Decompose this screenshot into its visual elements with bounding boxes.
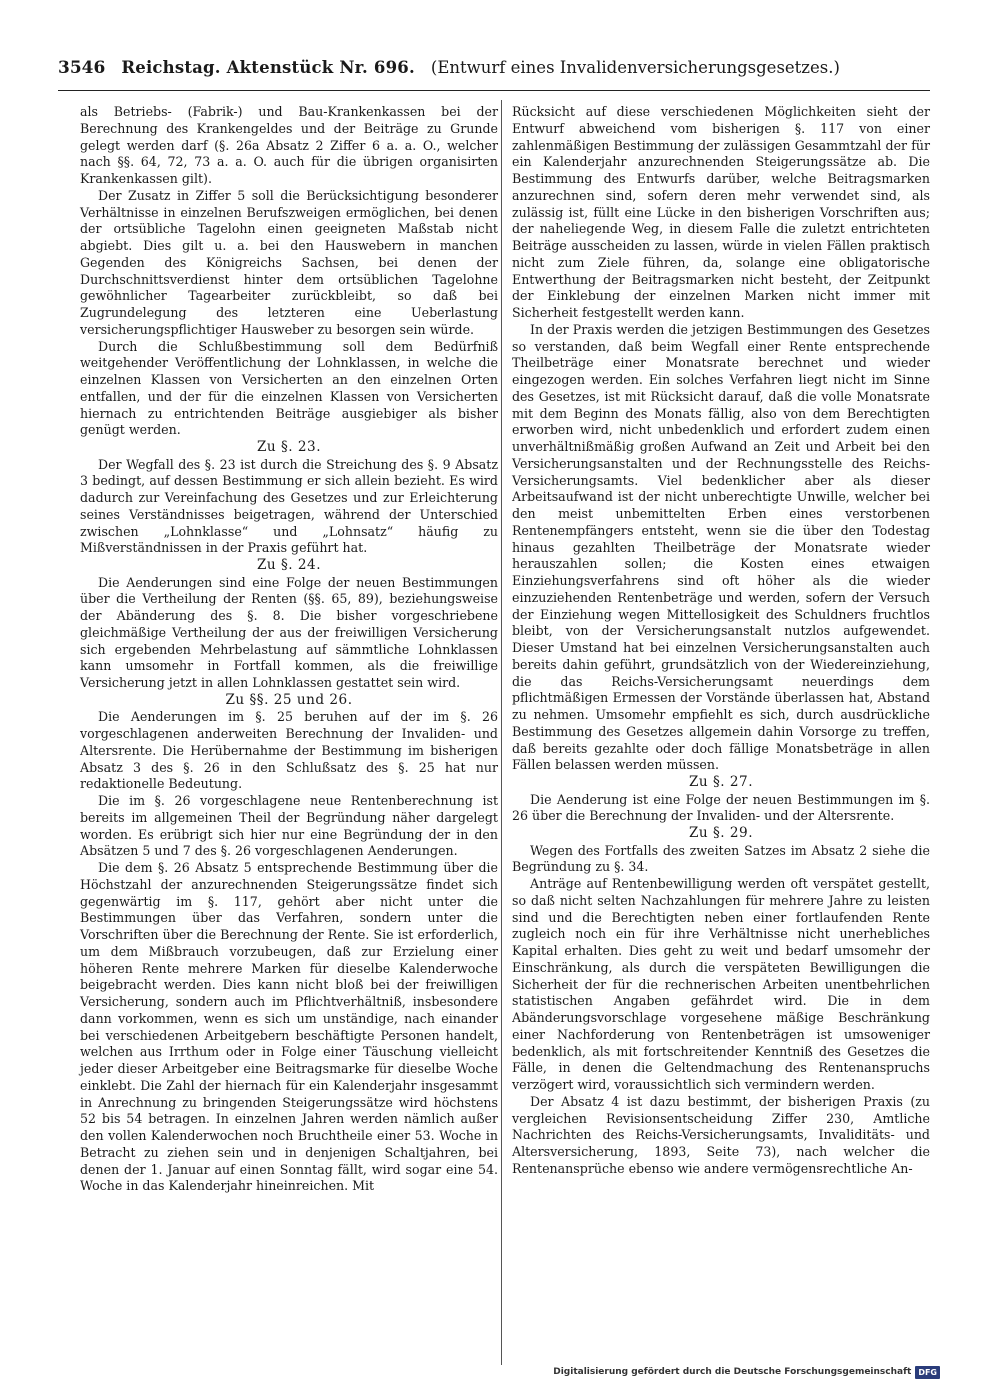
header-rule bbox=[58, 90, 930, 91]
paragraph: als Betriebs- (Fabrik-) und Bau-Krankenkassen bei der Berechnung des Krankengeldes und der Beiträge zu Grunde gelegt werden darf (§. 26a Absatz 2 Ziffer 6 a. a. O., welcher nach §§. 64, 72, 73 a. a. O. auch für die übrigen organisirten Krankenkassen gilt). bbox=[80, 104, 498, 186]
paragraph: Die Aenderung ist eine Folge der neuen Bestimmungen im §. 26 über die Berechnung der Invaliden- und der Altersrente. bbox=[512, 791, 930, 824]
section-heading: Zu §. 23. bbox=[256, 439, 322, 455]
paragraph: Anträge auf Rentenbewilligung werden oft verspätet gestellt, so daß nicht selten Nachzahlungen für mehrere Jahre zu leisten sind und die Berechtigten neben einer fortlaufenden Rente zugleich noch ein für ihre Verhältnisse nicht unerhebliches Kapital erhalten. Dies geht zu weit und bedarf umsomehr der Einschränkung, als durch die verspäteten Bewilligungen die Sicherheit der für die rechnerischen Arbeiten unentbehrlichen statistischen Angaben gefährdet wird. Die in dem Abänderungsvorschlage vorgesehene mäßige Beschränkung einer Nachforderung von Rentenbeträgen ist umsoweniger bedenklich, als mit fortschreitender Kenntniß des Gesetzes die Fälle, in denen die Geltendmachung des Rentenanspruchs verzögert wird, voraussichtlich sich vermindern werden. bbox=[512, 876, 930, 1092]
paragraph: Die im §. 26 vorgeschlagene neue Rentenberechnung ist bereits im allgemeinen Theil der Begründung näher dargelegt worden. Es erübrigt sich hier nur eine Begründung der in den Absätzen 5 und 7 des §. 26 vorgeschlagenen Aenderungen. bbox=[80, 793, 498, 859]
column-divider bbox=[501, 100, 502, 1365]
paragraph: Die Aenderungen sind eine Folge der neuen Bestimmungen über die Vertheilung der Renten (§§. 65, 89), beziehungsweise der Abänderung des §. 8. Die bisher vorgeschriebene gleichmäßige Vertheilung der aus der freiwilligen Versicherung sich ergebenden Mehrbelastung auf sämmtliche Lohnklassen kann umsomehr in Fortfall kommen, als die freiwillige Versicherung jetzt in allen Lohnklassen gestattet sein wird. bbox=[80, 574, 498, 690]
paragraph: In der Praxis werden die jetzigen Bestimmungen des Gesetzes so verstanden, daß beim Wegfall einer Rente entsprechende Theilbeträge einer Monatsrate berechnet und wieder eingezogen werden. Ein solches Verfahren liegt nicht im Sinne des Gesetzes, ist mit Rücksicht darauf, daß die volle Monatsrate mit dem Beginn des Monats fällig, also von dem Berechtigten erworben wird, nicht unbedenklich und erfordert zudem einen unverhältnißmäßig großen Aufwand an Zeit und Arbeit bei den Versicherungsanstalten und der Rechnungsstelle des Reichs-Versicherungsamts. Viel bedenklicher aber als dieser Arbeitsaufwand ist der nicht unberechtigte Unwille, welcher bei den meist unbemittelten Erben eines verstorbenen Rentenempfängers entsteht, wenn sie die über den Todestag hinaus gezahlten Theilbeträge der Monatsrate wieder herauszahlen sollen; die Kosten eines etwaigen Einziehungsverfahrens sind oft höher als die wieder einzuziehenden Rentenbeträge und werden, sofern der Versuch der Einziehung wegen Mittellosigkeit des Schuldners fruchtlos bleibt, von der Versicherungsanstalt nutzlos aufgewendet. Dieser Umstand hat bei einzelnen Versicherungsanstalten auch bereits dahin geführt, grundsätzlich von der Wiedereinziehung, die das Reichs-Versicherungsamt neuerdings dem pflichtmäßigen Ermessen der Vorstände überlassen hat, Abstand zu nehmen. Umsomehr empfiehlt es sich, durch ausdrückliche Bestimmung des Gesetzes allgemein dahin Vorsorge zu treffen, daß bereits gezahlte oder doch fällige Monatsbeträge in allen Fällen belassen werden müssen. bbox=[512, 321, 930, 773]
paragraph: Der Absatz 4 ist dazu bestimmt, der bisherigen Praxis (zu vergleichen Revisionsentscheidung Ziffer 230, Amtliche Nachrichten des Reichs-Versicherungsamts, Invaliditäts- und Altersversicherung, 1893, Seite 73), nach welcher die Rentenansprüche ebenso wie andere vermögensrechtliche An- bbox=[512, 1093, 930, 1176]
page-title: Reichstag. Aktenstück Nr. 696. bbox=[121, 58, 415, 77]
footer-credit bbox=[553, 1364, 940, 1380]
right-column bbox=[512, 104, 930, 1178]
left-column bbox=[80, 104, 498, 1195]
page-number: 3546 bbox=[58, 58, 106, 78]
digitization-credit: Digitalisierung gefördert durch die Deutsche Forschungsgemeinschaft bbox=[553, 1367, 912, 1377]
paragraph: Die Aenderungen im §. 25 beruhen auf der im §. 26 vorgeschlagenen anderweiten Berechnung der Invaliden- und Altersrente. Die Herübernahme der Bestimmung im bisherigen Absatz 3 des §. 26 in den Schlußsatz des §. 25 hat nur redaktionelle Bedeutung. bbox=[80, 709, 498, 792]
paragraph: Wegen des Fortfalls des zweiten Satzes im Absatz 2 siehe die Begründung zu §. 34. bbox=[512, 842, 930, 875]
paragraph: Rücksicht auf diese verschiedenen Möglichkeiten sieht der Entwurf abweichend vom bisherigen §. 117 von einer zahlenmäßigen Bestimmung der zulässigen Gesammtzahl der für ein Kalenderjahr anzurechnenden Steigerungssätze ab. Die Bestimmung des Entwurfs darüber, welche Beitragsmarken anzurechnen sind, sofern deren mehr verwendet sind, als zulässig ist, füllt eine Lücke in den bisherigen Vorschriften aus; der naheliegende Weg, in diesem Falle die zuletzt entrichteten Beiträge ausscheiden zu lassen, würde in vielen Fällen praktisch nicht zum Ziele führen, da, solange eine obligatorische Entwerthung der Beitragsmarken nicht besteht, der Zeitpunkt der Einklebung der einzelnen Marken nicht immer mit Sicherheit festgestellt werden kann. bbox=[512, 104, 930, 320]
dfg-logo-icon: DFG bbox=[915, 1366, 940, 1379]
section-heading: Zu §. 29. bbox=[688, 825, 754, 841]
section-heading: Zu §. 27. bbox=[688, 774, 754, 790]
section-heading: Zu §. 24. bbox=[256, 557, 322, 573]
page-header bbox=[58, 58, 928, 86]
page-subtitle: (Entwurf eines Invalidenversicherungsgesetzes.) bbox=[430, 58, 840, 77]
paragraph: Der Wegfall des §. 23 ist durch die Streichung des §. 9 Absatz 3 bedingt, auf dessen Bestimmung er sich allein bezieht. Es wird dadurch zur Vereinfachung des Gesetzes und zur Erleichterung seines Verständnisses beigetragen, während der Unterschied zwischen „Lohnklasse“ und „Lohnsatz“ häufig zu Mißverständnissen in der Praxis geführt hat. bbox=[80, 456, 498, 556]
paragraph: Die dem §. 26 Absatz 5 entsprechende Bestimmung über die Höchstzahl der anzurechnenden Steigerungssätze findet sich gegenwärtig im §. 117, gehört aber nicht unter die Bestimmungen über das Verfahren, sondern unter die Vorschriften über die Berechnung der Rente. Sie ist erforderlich, um dem Mißbrauch vorzubeugen, daß zur Erzielung einer höheren Rente mehrere Marken für dieselbe Kalenderwoche beigebracht werden. Dies kann nicht bloß bei der freiwilligen Versicherung, sondern auch im Pflichtverhältniß, insbesondere dann vorkommen, wenn es sich um unständige, nach einander bei verschiedenen Arbeitgebern beschäftigte Personen handelt, welchen aus Irrthum oder in Folge einer Täuschung vielleicht jeder dieser Arbeitgeber eine Beitragsmarke für dieselbe Woche einklebt. Die Zahl der hiernach für ein Kalenderjahr insgesammt in Anrechnung zu bringenden Steigerungssätze wird höchstens 52 bis 54 betragen. In einzelnen Jahren werden nämlich außer den vollen Kalenderwochen noch Bruchtheile einer 53. Woche in Betracht zu ziehen sein und in denjenigen Schaltjahren, bei denen der 1. Januar auf einen Sonntag fällt, wird sogar eine 54. Woche in das Kalenderjahr hineinreichen. Mit bbox=[80, 860, 498, 1194]
paragraph: Der Zusatz in Ziffer 5 soll die Berücksichtigung besonderer Verhältnisse in einzelnen Berufszweigen ermöglichen, bei denen der ortsübliche Tagelohn einen geeigneten Maßstab nicht abgiebt. Dies gilt u. a. bei den Hauswebern in manchen Gegenden des Königreichs Sachsen, bei denen der Durchschnittsverdienst hinter dem ortsüblichen Tagelohne gewöhnlicher Tagearbeiter zurückbleibt, so daß bei Zugrundelegung des letzteren eine Ueberlastung versicherungspflichtiger Hausweber zu besorgen sein würde. bbox=[80, 187, 498, 337]
section-heading: Zu §§. 25 und 26. bbox=[225, 691, 353, 708]
paragraph: Durch die Schlußbestimmung soll dem Bedürfniß weitgehender Veröffentlichung der Lohnklassen, in welche die einzelnen Klassen von Versicherten an den einzelnen Orten entfallen, und der für die einzelnen Klassen von Versicherten hiernach zu entrichtenden Beiträge ausgiebiger als bisher genügt werden. bbox=[80, 338, 498, 438]
